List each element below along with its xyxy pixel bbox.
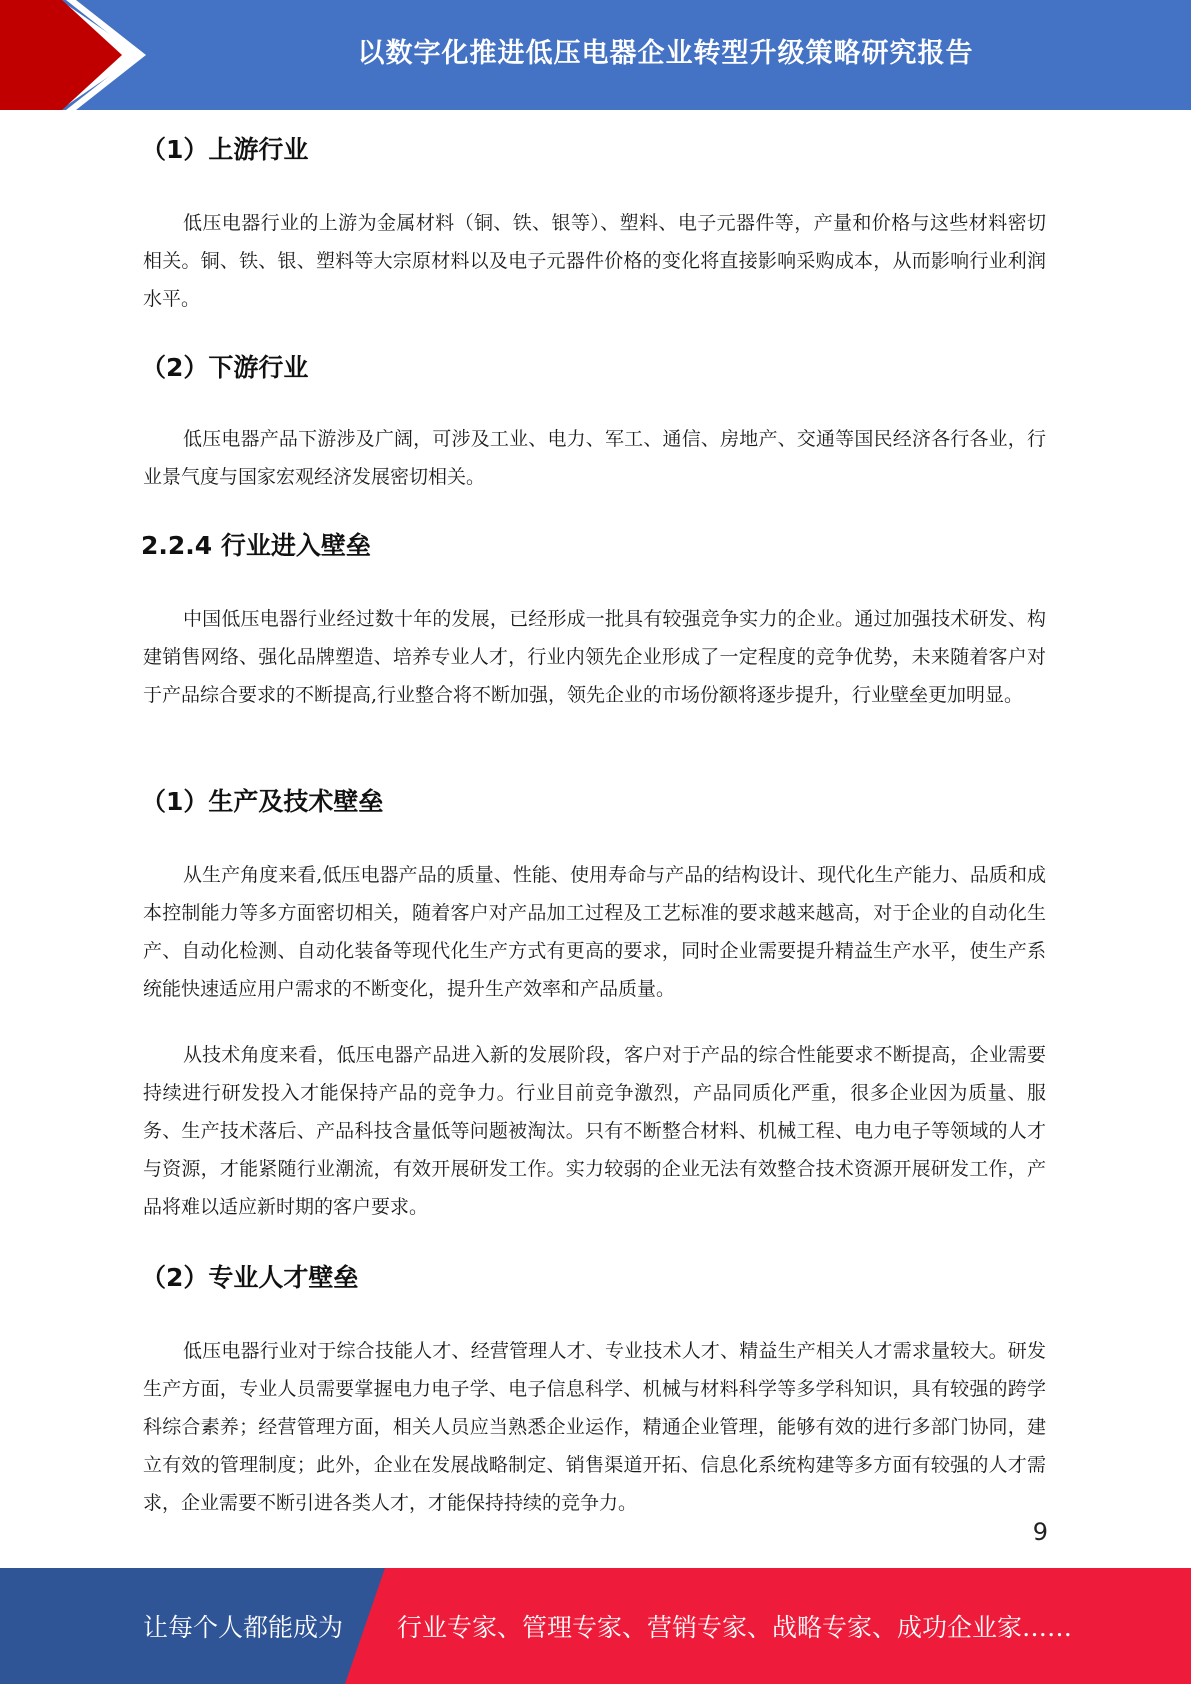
footer-slogan-left: 让每个人都能成为 (143, 1613, 344, 1642)
section-heading-talent: （2）专业人才壁垒 (141, 1263, 359, 1292)
report-title: 以数字化推进低压电器企业转型升级策略研究报告 (357, 37, 974, 69)
page-number: 9 (1032, 1518, 1048, 1546)
paragraph-downstream: 低压电器产品下游涉及广阔，可涉及工业、电力、军工、通信、房地产、交通等国民经济各行各业，行业景气度与国家宏观经济发展密切相关。 (143, 428, 1046, 488)
section-heading-upstream: （1）上游行业 (141, 135, 309, 164)
paragraph-technology: 从技术角度来看，低压电器产品进入新的发展阶段，客户对于产品的综合性能要求不断提高，企业需要持续进行研发投入才能保持产品的竞争力。行业目前竞争激烈，产品同质化严重，很多企业因为质量、服务、生产技术落后、产品科技含量低等问题被淘汰。只有不断整合材料、机械工程、电力电子等领域的人才与资源，才能紧随行业潮流，有效开展研发工作。实力较弱的企业无法有效整合技术资源开展研发工作，产品将难以适应新时期的客户要求。 (143, 1044, 1046, 1218)
paragraph-upstream: 低压电器行业的上游为金属材料（铜、铁、银等）、塑料、电子元器件等，产量和价格与这些材料密切相关。铜、铁、银、塑料等大宗原材料以及电子元器件价格的变化将直接影响采购成本，从而影响行业利润水平。 (143, 212, 1046, 310)
footer-slogan-right: 行业专家、管理专家、营销专家、战略专家、成功企业家…… (397, 1613, 1073, 1642)
paragraph-talent: 低压电器行业对于综合技能人才、经营管理人才、专业技术人才、精益生产相关人才需求量较大。研发生产方面，专业人员需要掌握电力电子学、电子信息科学、机械与材料科学等多学科知识，具有较强的跨学科综合素养；经营管理方面，相关人员应当熟悉企业运作，精通企业管理，能够有效的进行多部门协同，建立有效的管理制度；此外，企业在发展战略制定、销售渠道开拓、信息化系统构建等多方面有较强的人才需求，企业需要不断引进各类人才，才能保持持续的竞争力。 (143, 1340, 1046, 1514)
section-heading-downstream: （2）下游行业 (141, 353, 309, 382)
paragraph-production: 从生产角度来看,低压电器产品的质量、性能、使用寿命与产品的结构设计、现代化生产能力、品质和成本控制能力等多方面密切相关，随着客户对产品加工过程及工艺标准的要求越来越高，对于企业的自动化生产、自动化检测、自动化装备等现代化生产方式有更高的要求，同时企业需要提升精益生产水平，使生产系统能快速适应用户需求的不断变化，提升生产效率和产品质量。 (143, 864, 1046, 1000)
chevron-arrow-icon (0, 0, 180, 110)
section-heading-entry-barriers: 2.2.4 行业进入壁垒 (141, 531, 371, 560)
header-banner (0, 0, 1191, 110)
section-heading-production-tech: （1）生产及技术壁垒 (141, 787, 384, 816)
footer-banner (0, 1568, 1191, 1684)
paragraph-entry-barriers: 中国低压电器行业经过数十年的发展，已经形成一批具有较强竞争实力的企业。通过加强技术研发、构建销售网络、强化品牌塑造、培养专业人才，行业内领先企业形成了一定程度的竞争优势，未来随着客户对于产品综合要求的不断提高,行业整合将不断加强，领先企业的市场份额将逐步提升，行业壁垒更加明显。 (143, 608, 1046, 706)
